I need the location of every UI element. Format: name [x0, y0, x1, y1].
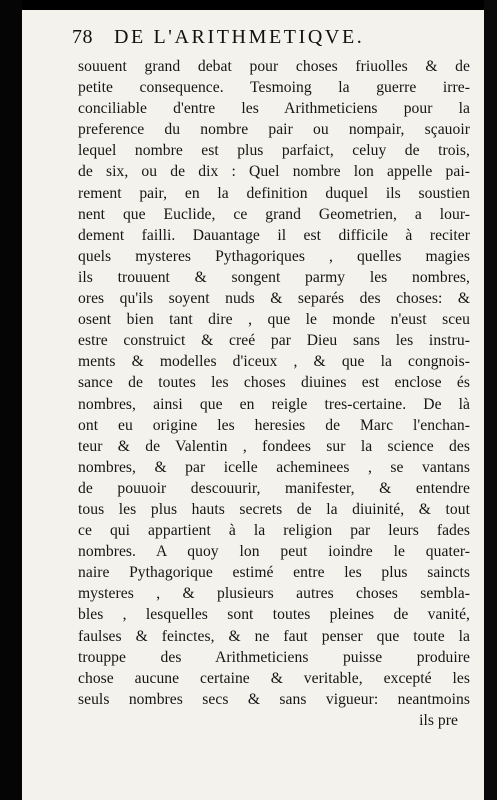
text-line: sance de toutes les choses diuines est enclose és	[78, 374, 470, 392]
page-header	[72, 26, 452, 52]
text-line: nent que Euclide, ce grand Geometrien, a lour-	[78, 205, 470, 223]
text-line: trouppe des Arithmeticiens puisse produire	[78, 648, 470, 666]
running-title: DE L'ARITHMETIQVE.	[114, 26, 365, 48]
text-line: preference du nombre pair ou nompair, sçauoir	[78, 121, 470, 139]
text-line: naire Pythagorique estimé entre les plus saincts	[78, 564, 470, 582]
text-line: chose aucune certaine & veritable, excepté les	[78, 669, 470, 687]
text-line: faulses & feinctes, & ne faut penser que toute la	[78, 627, 470, 645]
text-line: de pouuoir descouurir, manifester, & entendre	[78, 479, 470, 497]
text-line: nombres, & par icelle acheminees , se vantans	[78, 458, 470, 476]
text-line: conciliable d'entre les Arithmeticiens pour la	[78, 100, 470, 118]
text-line: estre construict & creé par Dieu sans les instru-	[78, 332, 470, 350]
text-line: nombres, ainsi que en reigle tres-certaine. De là	[78, 395, 470, 413]
text-line: seuls nombres secs & sans vigueur: neantmoins	[78, 690, 470, 708]
text-line: tous les plus hauts secrets de la diuinité, & tout	[78, 500, 470, 518]
text-line: rement pair, en la definition duquel ils soustien	[78, 184, 470, 202]
text-line: lequel nombre est plus parfaict, celuy de trois,	[78, 142, 470, 160]
text-line: nombres. A quoy lon peut ioindre le quater-	[78, 543, 470, 561]
book-page	[22, 10, 484, 800]
page-number: 78	[72, 26, 93, 48]
text-line: ont eu origine les heresies de Marc l'enchan-	[78, 416, 470, 434]
text-line: bles , lesquelles sont toutes pleines de vanité,	[78, 606, 470, 624]
left-binding-shadow	[0, 0, 22, 800]
text-line: teur & de Valentin , fondees sur la science des	[78, 437, 470, 455]
catchword-line: ils pre	[419, 711, 458, 729]
text-line: ils trouuent & songent parmy les nombres,	[78, 268, 470, 286]
text-line: petite consequence. Tesmoing la guerre irre-	[78, 79, 470, 97]
body-text	[78, 56, 470, 731]
text-line: quels mysteres Pythagoriques , quelles magies	[78, 247, 470, 265]
text-line: ments & modelles d'iceux , & que la congnois-	[78, 353, 470, 371]
text-line: osent bien tant dire , que le monde n'eust sceu	[78, 311, 470, 329]
text-line: dement failli. Dauantage il est difficile à reciter	[78, 226, 470, 244]
text-line: ce qui appartient à la religion par leurs fades	[78, 522, 470, 540]
text-line: mysteres , & plusieurs autres choses sembla-	[78, 585, 470, 603]
right-page-shadow	[484, 0, 497, 800]
text-line: de six, ou de dix : Quel nombre lon appelle pai-	[78, 163, 470, 181]
text-line: ores qu'ils soyent nuds & separés des choses: &	[78, 290, 470, 308]
text-line: souuent grand debat pour choses friuolles & de	[78, 58, 470, 75]
